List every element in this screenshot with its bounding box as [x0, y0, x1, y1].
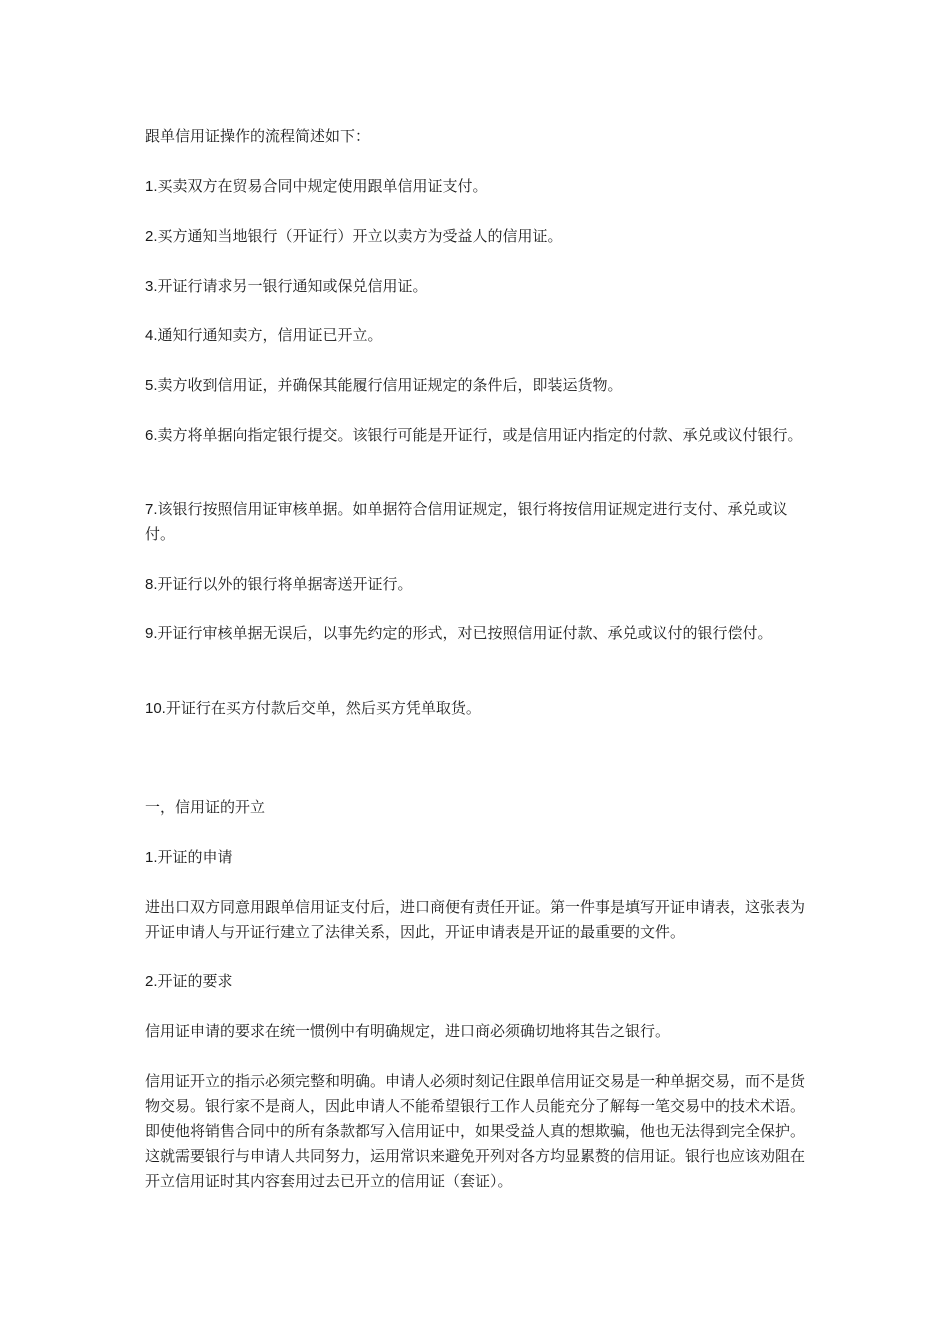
step-7 — [145, 497, 815, 547]
step-text: 买卖双方在贸易合同中规定使用跟单信用证支付。 — [157, 177, 488, 195]
paragraph-1: 进出口双方同意用跟单信用证支付后，进口商便有责任开证。第一件事是填写开证申请表，这张表为开证申请人与开证行建立了法律关系，因此，开证申请表是开证的最重要的文件。 — [145, 898, 806, 941]
step-number: 2. — [145, 228, 158, 245]
section-heading: 一，信用证的开立 — [145, 798, 266, 816]
step-text: 卖方将单据向指定银行提交。该银行可能是开证行，或是信用证内指定的付款、承兑或议付银行。 — [157, 426, 803, 444]
subheading-2 — [145, 969, 815, 994]
subheading-text: 开证的要求 — [157, 972, 233, 990]
subheading-text: 开证的申请 — [157, 848, 233, 866]
step-number: 7. — [145, 501, 158, 518]
paragraph-3: 信用证开立的指示必须完整和明确。申请人必须时刻记住跟单信用证交易是一种单据交易，而不是货物交易。银行家不是商人，因此申请人不能希望银行工作人员能充分了解每一笔交易中的技术术语。即使他将销售合同中的所有条款都写入信用证中，如果受益人真的想欺骗，他也无法得到完全保护。这就需要银行与申请人共同努力，运用常识来避免开列对各方均显累赘的信用证。银行也应该劝阻在开立信用证时其内容套用过去已开立的信用证（套证）。 — [145, 1072, 806, 1190]
step-number: 10. — [145, 700, 166, 717]
step-3 — [145, 274, 815, 299]
paragraph-2: 信用证申请的要求在统一惯例中有明确规定，进口商必须确切地将其告之银行。 — [145, 1022, 671, 1040]
step-number: 1. — [145, 178, 158, 195]
step-1 — [145, 174, 815, 199]
step-text: 开证行在买方付款后交单，然后买方凭单取货。 — [165, 699, 481, 717]
step-text: 开证行审核单据无误后，以事先约定的形式，对已按照信用证付款、承兑或议付的银行偿付。 — [157, 624, 773, 642]
step-text: 该银行按照信用证审核单据。如单据符合信用证规定，银行将按信用证规定进行支付、承兑或议付。 — [145, 500, 788, 543]
subheading-number: 1. — [145, 849, 158, 866]
step-text: 开证行以外的银行将单据寄送开证行。 — [157, 575, 413, 593]
step-number: 9. — [145, 625, 158, 642]
step-5 — [145, 373, 815, 398]
step-text: 通知行通知卖方，信用证已开立。 — [157, 326, 383, 344]
intro-paragraph: 跟单信用证操作的流程简述如下： — [145, 127, 371, 145]
step-text: 开证行请求另一银行通知或保兑信用证。 — [157, 277, 428, 295]
subheading-1 — [145, 845, 815, 870]
step-9 — [145, 621, 815, 646]
step-number: 4. — [145, 327, 158, 344]
step-6 — [145, 423, 815, 448]
subheading-number: 2. — [145, 973, 158, 990]
step-number: 5. — [145, 377, 158, 394]
step-text: 卖方收到信用证，并确保其能履行信用证规定的条件后，即装运货物。 — [157, 376, 623, 394]
step-number: 3. — [145, 278, 158, 295]
step-8 — [145, 572, 815, 597]
step-number: 6. — [145, 427, 158, 444]
step-number: 8. — [145, 576, 158, 593]
step-10 — [145, 696, 815, 721]
step-text: 买方通知当地银行（开证行）开立以卖方为受益人的信用证。 — [157, 227, 563, 245]
step-4 — [145, 323, 815, 348]
step-2 — [145, 224, 815, 249]
